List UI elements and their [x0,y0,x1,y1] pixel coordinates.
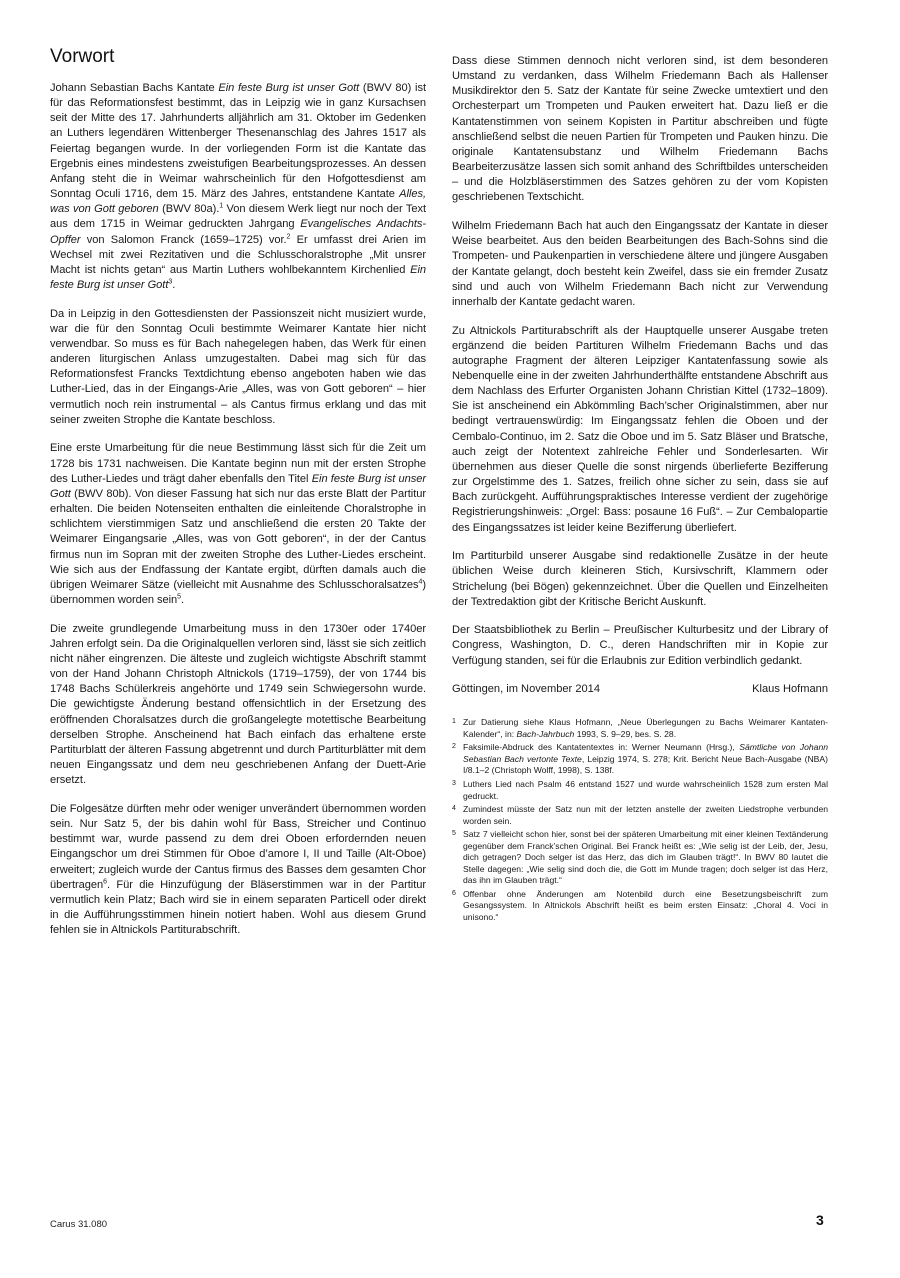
footnote-number: 1 [452,718,456,726]
footnote-text: Offenbar ohne Änderungen am Notenbild durch eine Besetzungsbeischrift zum Gesangssystem. In Altnickols Abschrift heißt es beim ersten Einsatz: „Choral 4. Voci in unisono.“ [463,888,828,923]
footnote [452,717,828,740]
footnote [452,742,828,777]
footnote-number: 6 [452,889,456,897]
page-title: Vorwort [50,46,115,67]
footnote-text: Luthers Lied nach Psalm 46 entstand 1527 und wurde wahrscheinlich 1528 zum ersten Mal gedruckt. [463,779,828,801]
place-date: Göttingen, im November 2014 [452,683,600,696]
body-paragraph: Im Partiturbild unserer Ausgabe sind redaktionelle Zusätze in der heute üblichen Weise durch kleineren Stich, Kursivschrift, Klammern oder Strichelung (bei Bögen) gekennzeichnet. Über die Quellen und Einzelheiten der Textredaktion gibt der Kritische Bericht Auskunft. [452,550,828,608]
footnote-text: Faksimile-Abdruck des Kantatentextes in: Werner Neumann (Hrsg.), Sämtliche von Johann Sebastian Bach vertonte Texte, Leipzig 1974, S. 278; Krit. Bericht Neue Bach-Ausgabe (NBA) I/8.1–2 (Christoph Wolff, 1998), S. 138f. [463,742,828,776]
body-paragraph: Die zweite grundlegende Umarbeitung muss in den 1730er oder 1740er Jahren erfolgt sein. Da die Originalquellen verloren sind, lässt sie sich zeitlich nicht näher eingrenzen. Die älteste und zugleich wichtigste Abschrift stammt von der Hand Johann Christoph Altnickols (1719–1759), der von 1744 bis 1748 Bachs Schülerkreis angehörte und 1749 sein Schwiegersohn wurde. Die gewichtigste Änderung bestand offensichtlich in der Ersetzung des eröffnenden Choralsatzes durch die großangelegte motettische Bearbeitung derselben Strophe. Anscheinend hat Bach einfach das erhaltene erste Partiturblatt der älteren Fassung abgetrennt und durch Partiturblätter mit dem neuen Eingangssatz und dem neu geschriebenen Anfang der Duett-Arie ersetzt. [50,622,426,787]
footnote-text: Satz 7 vielleicht schon hier, sonst bei der späteren Umarbeitung mit einer kleinen Textänderung gegenüber dem Franck’schen Original. Bei Franck heißt es: „Wie selig ist der Leib, der, Jesu, dich getragen? Doch selger ist das Herz, das dich im Glauben trägt!“. In BWV 80 lautet die Stelle dagegen: „Wie selig sind doch die, die Gott im Munde tragen; doch selger ist das Herz, das ihn im Glauben trägt.“ [463,829,828,886]
author-name: Klaus Hofmann [752,683,828,696]
body-paragraph: Der Staatsbibliothek zu Berlin – Preußischer Kulturbesitz und der Library of Congress, Washington, D. C., deren Handschriften mir in Kopie zur Verfügung standen, sei für die Erlaubnis zur Edition verbindlich gedankt. [452,624,828,667]
body-paragraph: Eine erste Umarbeitung für die neue Bestimmung lässt sich für die Zeit um 1728 bis 1731 nachweisen. Die Kantate beginn nun mit der ersten Strophe des Luther-Liedes und trägt daher ebenfalls den Titel Ein feste Burg ist unser Gott (BWV 80b). Von dieser Fassung hat sich nur das erste Blatt der Partitur erhalten. Die beiden Notenseiten enthalten die einleitende Choralstrophe in schlichtem vierstimmigen Satz und anschließend die ersten 20 Takte der Weimarer Eingangsarie „Alles, was von Gott geboren“, in der der Cantus firmus nun im Sopran mit der zweiten Strophe des Luther-Liedes erscheint. Wie sich aus der Endfassung der Kantate ergibt, dürften damals auch die übrigen Weimarer Sätze (vielleicht mit Ausnahme des Schlusschoralsatzes$^4$) übernommen worden sein$^5$. [50,442,427,606]
page-number: 3 [816,1212,824,1228]
body-paragraph: Johann Sebastian Bachs Kantate Ein feste Burg ist unser Gott (BWV 80) ist für das Reformationsfest bestimmt, das in Leipzig wie in ganz Kursachsen seit der Mitte des 17. Jahrhunderts alljährlich am 31. Oktober im Gedenken an Luthers legendären Wittenberger Thesenanschlag des Jahres 1517 als Feiertag begangen wurde. In der vorliegenden Form ist die Kantate das Ergebnis eines mindestens zweistufigen Bearbeitungsprozesses. An dessen Anfang steht die in Weimar wahrscheinlich für den Hofgottesdienst am Sonntag Oculi 1716, dem 15. März des Jahres, entstandene Kantate Alles, was von Gott geboren (BWV 80a).$^1$ Von diesem Werk liegt nur noch der Text aus dem 1715 in Weimar gedruckten Jahrgang Evangelisches Andachts-Opffer von Salomon Franck (1659–1725) vor.$^2$ Er umfasst drei Arien im Wechsel mit zwei Rezitativen und die Schlusschoralstrophe „Mit unsrer Macht ist nichts getan“ aus Martin Luthers wohlbekanntem Kirchenlied Ein feste Burg ist unser Gott$^3$. [50,82,426,292]
body-paragraph: Dass diese Stimmen dennoch nicht verloren sind, ist dem besonderen Umstand zu verdanken, dass Wilhelm Friedemann Bach als Hallenser Musikdirektor den 5. Satz der Kantate für seine Zwecke umtextiert und den Orchesterpart um Trompeten und Pauken erweitert hat. Dazu ließ er die Kantatenstimmen von seinem Kopisten in Partitur abschreiben und fügte anschließend selbst die neuen Partien für Trompeten und Pauken hinzu. Die originale Kantatensubstanz und Wilhelm Friedemann Bachs Bearbeiterzusätze lassen sich somit anhand des Schriftbildes unterscheiden – und die Holzbläserstimmen des Satzes gehören zu der vom Kopisten geschriebenen Textschicht. [452,55,828,204]
footnote [452,829,828,887]
footnote-text: Zur Datierung siehe Klaus Hofmann, „Neue Überlegungen zu Bachs Weimarer Kantaten-Kalender“, in: Bach-Jahrbuch 1993, S. 9–29, bes. S. 28. [463,717,828,739]
footnote-number: 5 [452,830,456,838]
body-paragraph: Da in Leipzig in den Gottesdiensten der Passionszeit nicht musiziert wurde, war die für den Sonntag Oculi bestimmte Weimarer Kantate hier nicht verwendbar. So muss es für Bach nahegelegen haben, das Werk für einen anderen liturgischen Anlass umzugestalten. Dabei mag sich für das Reformationsfest Francks Textdichtung ebenso angeboten haben wie das Luther-Lied, das in der Eingangs-Arie „Alles, was von Gott geboren“ – hier vermutlich noch rein instrumental – als Cantus firmus erklang und das mit seiner zweiten Strophe die Kantate beschloss. [50,307,426,426]
right-column [452,54,828,926]
footnotes [452,717,828,923]
catalog-number: Carus 31.080 [50,1219,108,1230]
body-paragraph: Wilhelm Friedemann Bach hat auch den Eingangssatz der Kantate in dieser Weise bearbeitet. Aus den beiden Bearbeitungen des Bach-Sohns sind die Trompeten- und Paukenpartien in verschiedene ältere und jüngere Ausgaben der Kantate gelangt, doch besteht kein Zweifel, dass sie ein fremder Zusatz sind und auch von Wilhelm Friedemann Bach nicht zur Verwendung innerhalb der Kantate gedacht waren. [452,220,828,308]
signature-line [452,682,828,697]
footnote [452,804,828,827]
footnote-number: 3 [452,780,456,788]
left-column [50,46,426,952]
footnote [452,889,828,924]
footnote-text: Zumindest müsste der Satz nun mit der letzten anstelle der zweiten Liedstrophe verbunden worden sein. [463,804,828,826]
footnote-number: 2 [452,743,456,751]
footnote [452,779,828,802]
document-page [50,46,858,1246]
body-paragraph: Die Folgesätze dürften mehr oder weniger unverändert übernommen worden sein. Nur Satz 5, der bis dahin wohl für Bass, Streicher und Continuo bestimmt war, wurde passend zu dem drei Oboen erfordernden neuen Eingangschor um drei Stimmen für Oboe d’amore I, II und Taille (Alt-Oboe) erweitert; zugleich wurde der Cantus firmus des Basses dem gesamten Chor übertragen$^6$. Für die Hinzufügung der Bläserstimmen war in der Partitur vermutlich kein Platz; Bach wird sie in einem separaten Particell oder direkt in die Aufführungsstimmen hinein notiert haben. Wohl aus diesem Grund fehlen sie in Altnickols Partiturabschrift. [50,802,426,937]
body-paragraph: Zu Altnickols Partiturabschrift als der Hauptquelle unserer Ausgabe treten ergänzend die beiden Partituren Wilhelm Friedemann Bachs und das autographe Fragment der älteren Leipziger Kantatenfassung sowie als Nebenquelle eine in der zweiten Jahrhunderthälfte entstandene Abschrift aus dem Nachlass des Erfurter Organisten Johann Christian Kittel (1732–1809). Sie ist anscheinend ein Abkömmling Bach’scher Originalstimmen, aber nur bedingt vertrauenswürdig: Im Eingangssatz fehlen die Oboen und der Cembalo-Continuo, im 2. Satz die Oboe und im 5. Satz Bläser und Bratsche, auch zeigt der Notentext zahlreiche Fehler und Sonderlesarten. Wir übernehmen aus dieser Quelle die sonst nirgends überlieferte Bezifferung zur Orgelstimme des 1. Satzes, freilich ohne sicher zu sein, dass sie auf Bach zurückgeht. Aufführungspraktisches Interesse verdient der zugehörige Registrierungshinweis: „Orgel: Bass: posaune 16 Fuß“. – Zur Cembalopartie des Eingangssatzes ist leider keine Bezifferung überliefert. [452,324,828,534]
footnote-number: 4 [452,805,456,813]
